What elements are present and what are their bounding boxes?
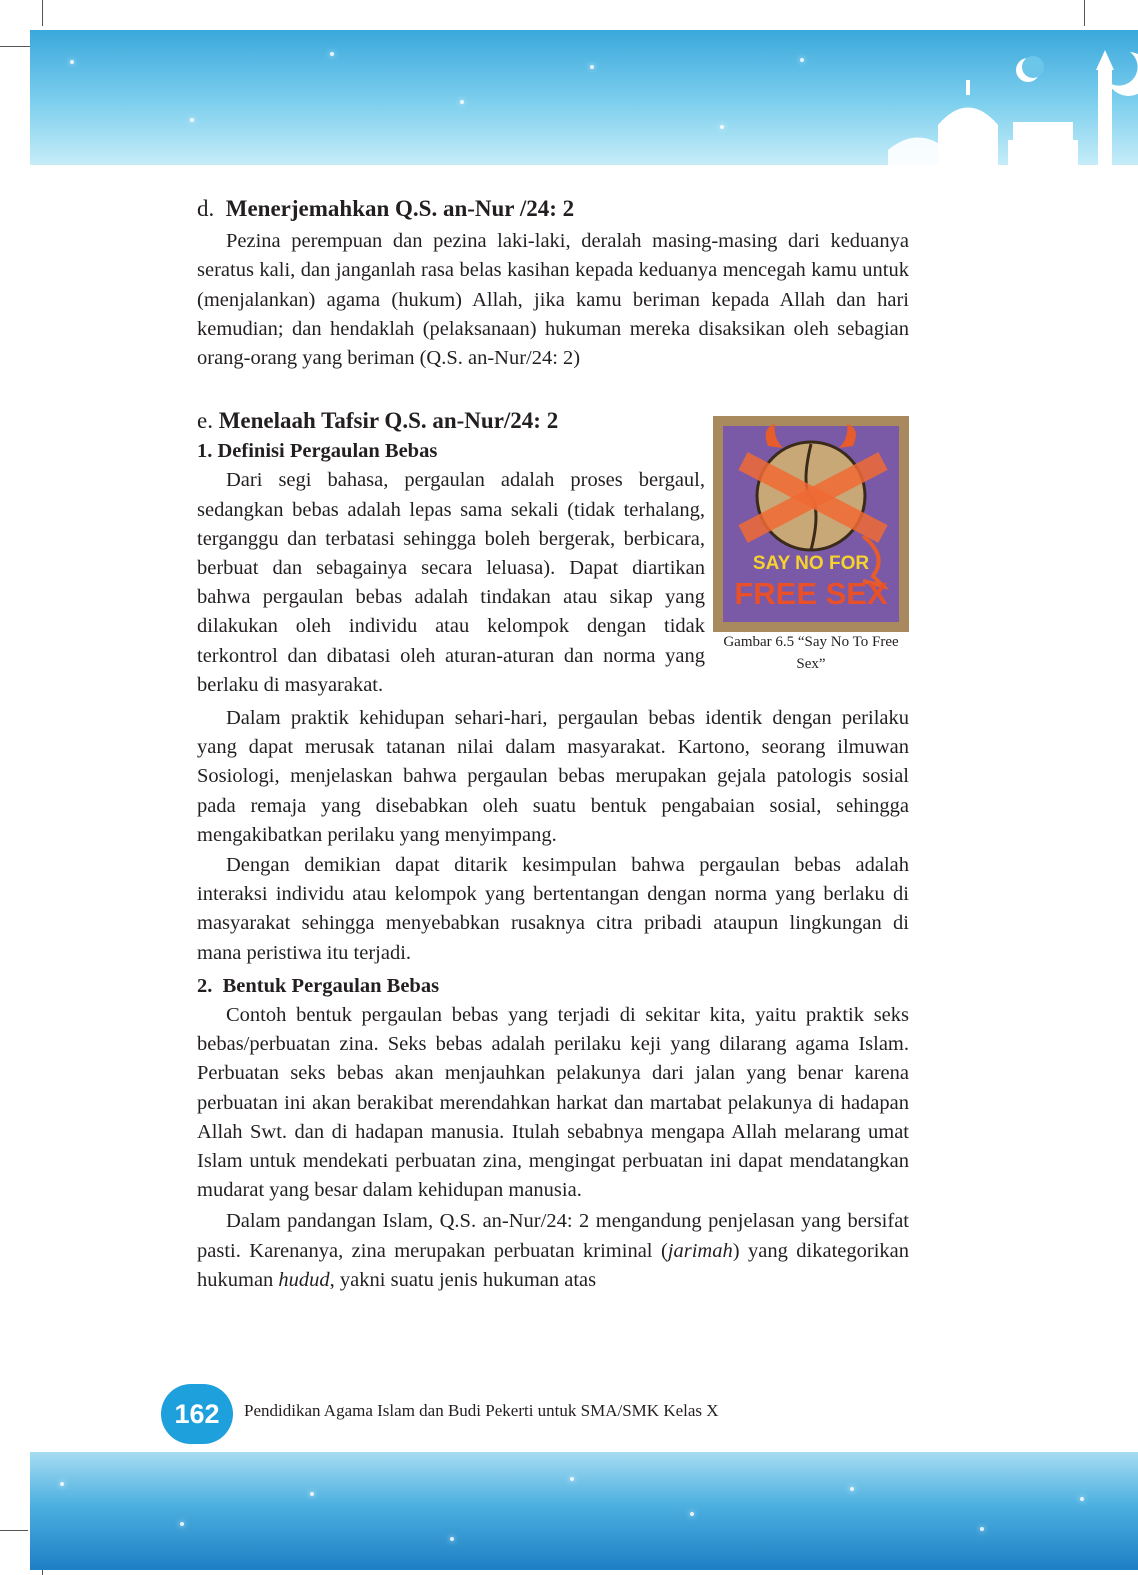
star-icon: [800, 58, 804, 62]
section-e-title: Menelaah Tafsir Q.S. an-Nur/24: 2: [218, 408, 559, 433]
p2-text-a: Dalam pandangan Islam, Q.S. an-Nur/24: 2 mengandung penjelasan yang bersifat pasti. Karenanya, zina merupakan perbuatan kriminal (: [197, 1210, 909, 1262]
star-icon: [180, 1522, 184, 1526]
star-icon: [460, 100, 464, 104]
subsection-2-paragraph-2: [197, 1207, 909, 1295]
star-icon: [720, 125, 724, 129]
figure-caption: Gambar 6.5 “Say No To Free Sex”: [723, 634, 899, 672]
header-banner: [30, 30, 1138, 165]
section-d-title: Menerjemahkan Q.S. an-Nur /24: 2: [225, 196, 575, 221]
crop-mark: [42, 0, 43, 26]
crop-mark: [0, 46, 34, 47]
star-icon: [70, 60, 74, 64]
star-icon: [190, 118, 194, 122]
subsection-1-paragraph-2: Dalam praktik kehidupan sehari-hari, pergaulan bebas identik dengan perilaku yang dapat merusak tatanan nilai dalam masyarakat. Kartono, seorang ilmuwan Sosiologi, menjelaskan bahwa pergaulan bebas merupakan gejala patologis sosial pada remaja yang disebabkan oleh suatu bentuk pengabaian sosial, sehingga mengakibatkan perilaku yang menyimpang.: [197, 707, 909, 846]
section-d-letter: d.: [197, 196, 215, 221]
star-icon: [570, 1477, 574, 1481]
star-icon: [690, 1512, 694, 1516]
section-d-paragraph: Pezina perempuan dan pezina laki-laki, deralah masing-masing dari keduanya seratus kali, dan janganlah rasa belas kasihan kepada keduanya mencegah kamu untuk (menjalankan) agama (hukum) Allah, jika kamu beriman kepada Allah dan hari kemudian; dan hendaklah (pelaksanaan) hukuman mereka disaksikan oleh sebagian orang-orang yang beriman (Q.S. an-Nur/24: 2): [197, 230, 909, 370]
star-icon: [590, 65, 594, 69]
section-e-heading: [197, 406, 705, 435]
star-icon: [450, 1537, 454, 1541]
subsection-2-heading: [197, 972, 909, 1001]
mosque-silhouette-icon: [878, 30, 1138, 165]
section-d-heading: [197, 194, 909, 223]
poster-text-line-2: FREE SEX: [734, 576, 888, 611]
subsection-2-paragraph-1: Contoh bentuk pergaulan bebas yang terjadi di sekitar kita, yaitu praktik seks bebas/perbuatan zina. Seks bebas adalah perilaku keji yang dilarang agama Islam. Perbuatan seks bebas akan menjauhkan pelakunya dari jalan yang benar karena perbuatan ini akan berakibat merendahkan harkat dan martabat pelakunya di hadapan Allah Swt. dan di hadapan manusia. Itulah sebabnya mengapa Allah melarang umat Islam untuk mendekati perbuatan zina, mengingat perbuatan ini dapat mendatangkan mudarat yang besar dalam kehidupan manusia.: [197, 1004, 909, 1202]
figure-poster: [713, 416, 909, 632]
star-icon: [330, 52, 334, 56]
star-icon: [310, 1492, 314, 1496]
subsection-1-title: 1. Definisi Pergaulan Bebas: [197, 440, 438, 463]
subsection-2-title: Bentuk Pergaulan Bebas: [222, 974, 440, 997]
star-icon: [60, 1482, 64, 1486]
subsection-1-paragraph-3: Dengan demikian dapat ditarik kesimpulan bahwa pergaulan bebas adalah interaksi individu atau kelompok yang bertentangan dengan norma yang berlaku di masyarakat sehingga menyebabkan rusaknya citra pribadi ataupun lingkungan di mana peristiwa itu terjadi.: [197, 854, 909, 964]
crop-mark: [1084, 0, 1085, 26]
book-title: Pendidikan Agama Islam dan Budi Pekerti untuk SMA/SMK Kelas X: [244, 1401, 719, 1420]
p2-text-b: ) yang dikategorikan hukuman: [197, 1239, 910, 1291]
star-icon: [1080, 1497, 1084, 1501]
page-number-badge: 162: [161, 1384, 233, 1444]
subsection-1-paragraph-1: Dari segi bahasa, pergaulan adalah proses bergaul, sedangkan bebas adalah lepas sama sekali (tidak terhalang, terganggu dan terbatasi sehingga boleh bergerak, berbicara, berbuat dan sebagainya secara leluasa). Dapat diartikan bahwa pergaulan bebas adalah tindakan atau sikap yang dilakukan oleh individu atau kelompok dengan tidak terkontrol dan dibatasi oleh aturan-aturan dan norma yang berlaku di masyarakat.: [197, 469, 705, 696]
subsection-2-number: 2.: [197, 974, 213, 997]
p2-text-c: , yakni suatu jenis hukuman atas: [329, 1268, 597, 1291]
crop-mark: [0, 1530, 28, 1531]
star-icon: [980, 1527, 984, 1531]
footer-banner: [30, 1452, 1138, 1570]
star-icon: [850, 1487, 854, 1491]
p2-italic-hudud: hudud: [278, 1268, 330, 1291]
section-e-letter: e.: [197, 408, 213, 433]
p2-italic-jarimah: jarimah: [667, 1239, 733, 1262]
poster-text-line-1: SAY NO FOR: [752, 553, 870, 574]
say-no-free-sex-poster: [713, 416, 909, 632]
